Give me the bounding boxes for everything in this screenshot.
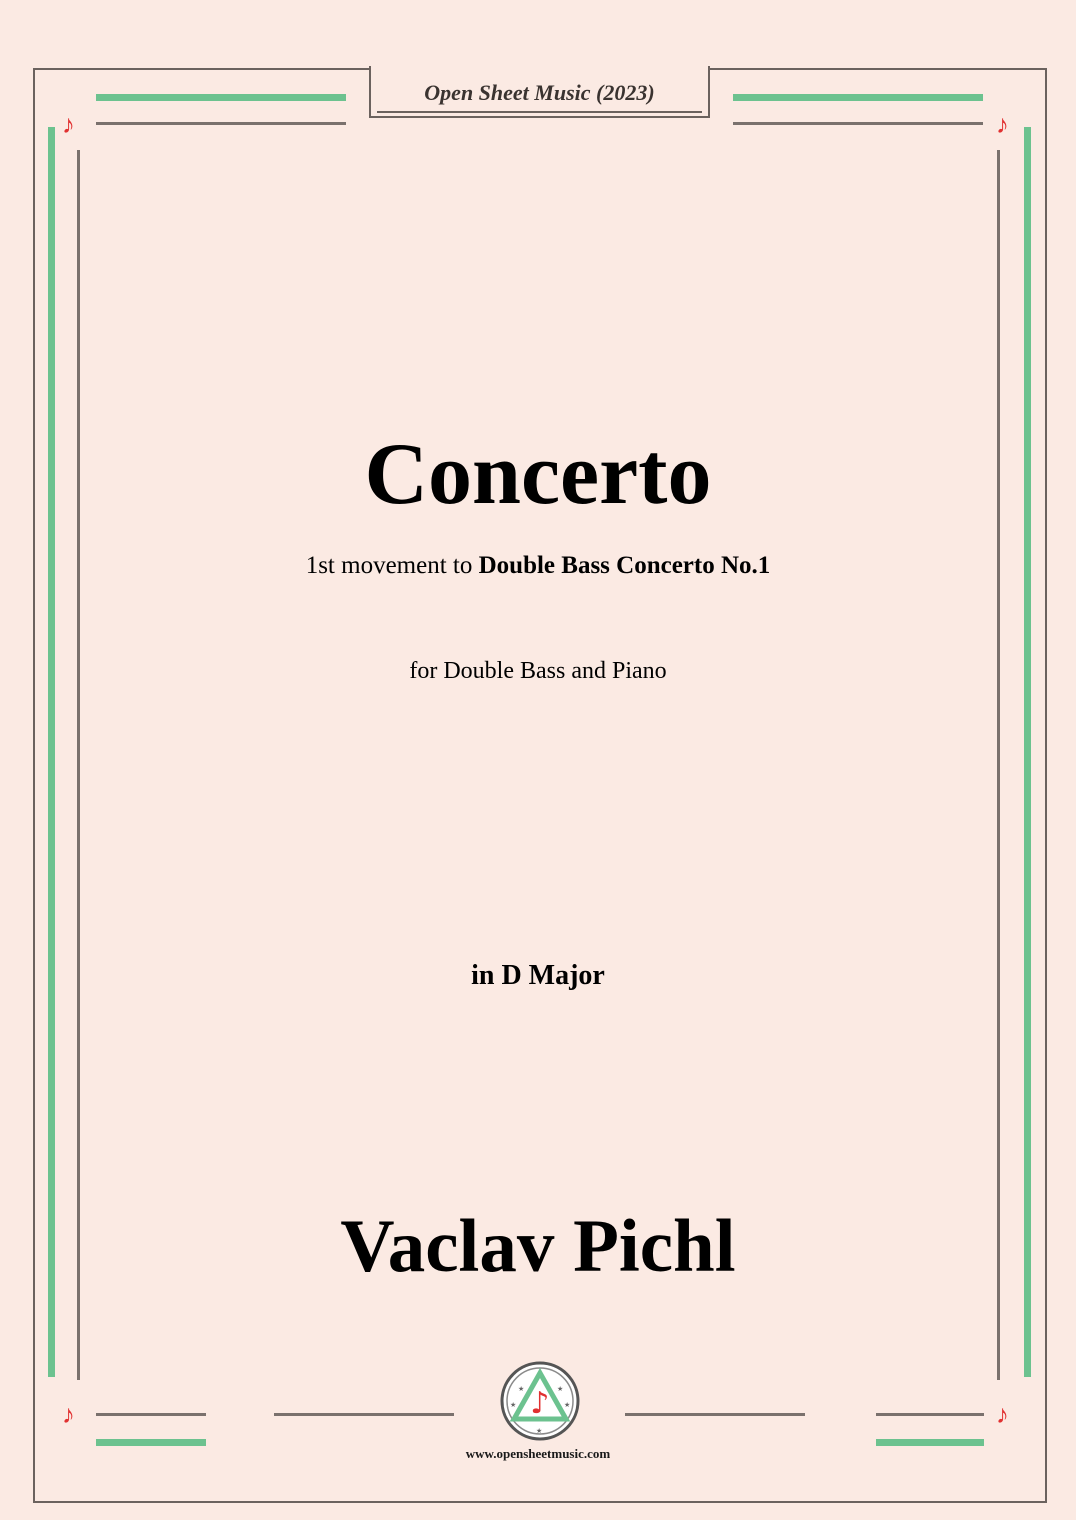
svg-text:★: ★: [510, 1401, 517, 1409]
left-green-bar: [48, 127, 55, 1377]
svg-text:♪: ♪: [530, 1386, 550, 1421]
svg-text:★: ★: [518, 1385, 525, 1393]
bottom-right-short-line: [876, 1413, 984, 1416]
bottom-center-right-line: [625, 1413, 805, 1416]
header-box: [369, 66, 710, 118]
opensheetmusic-logo-icon: [500, 1361, 580, 1441]
top-right-line: [733, 122, 983, 125]
header-text: Open Sheet Music (2023): [424, 80, 655, 105]
page-title: Concerto: [364, 426, 712, 523]
footer-url[interactable]: www.opensheetmusic.com: [465, 1446, 611, 1461]
bottom-center-left-line: [274, 1413, 454, 1416]
left-line: [77, 150, 80, 1380]
music-note-icon: ♪: [62, 1400, 75, 1429]
bottom-right-green-bar: [876, 1439, 984, 1446]
subtitle-work: Double Bass Concerto No.1: [478, 552, 771, 579]
composer-name: Vaclav Pichl: [340, 1205, 736, 1288]
right-line: [997, 150, 1000, 1380]
music-note-icon: ♪: [62, 110, 75, 139]
music-note-icon: ♪: [996, 110, 1009, 139]
top-right-green-bar: [733, 94, 983, 101]
subtitle: [0, 551, 1076, 581]
bottom-left-green-bar: [96, 1439, 206, 1446]
right-green-bar: [1024, 127, 1031, 1377]
bottom-left-short-line: [96, 1413, 206, 1416]
music-note-icon: ♪: [996, 1400, 1009, 1429]
svg-text:★: ★: [536, 1427, 543, 1435]
subtitle-prefix: 1st movement to: [305, 552, 479, 579]
top-left-green-bar: [96, 94, 346, 101]
top-left-line: [96, 122, 346, 125]
instrumentation: for Double Bass and Piano: [409, 658, 667, 684]
svg-text:★: ★: [557, 1385, 564, 1393]
key-signature: in D Major: [471, 960, 605, 991]
svg-text:★: ★: [564, 1401, 571, 1409]
